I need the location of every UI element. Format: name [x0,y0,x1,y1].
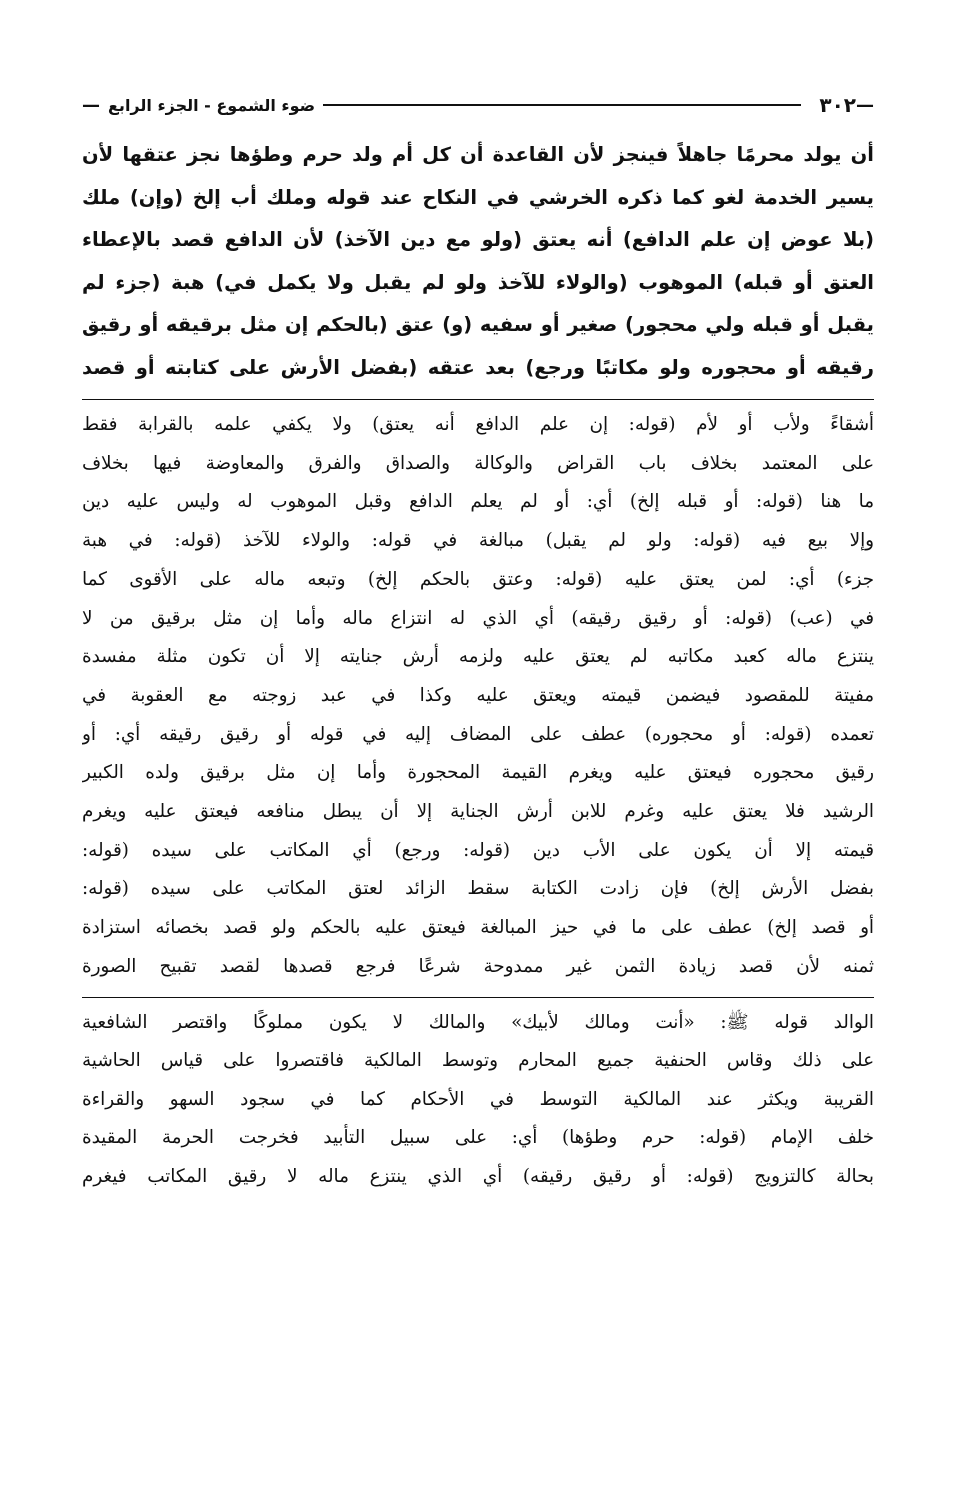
running-title: ضوء الشموع - الجزء الرابع [108,95,316,115]
footnote-line: القريبة ويكثر عند المالكية التوسط في الأحكام كما في سجود السهو والقراءة [82,1088,874,1110]
section-divider [82,399,874,400]
footnote-line: خلف الإمام (قوله: حرم وطؤها) أي: على سبيل التأبيد فخرجت الحرمة المقيدة [82,1127,874,1149]
main-text-line: العتق أو قبله) الموهوب (والولاء للآخذ ولو لم يقبل ولا يكمل في) هبة (جزء لم [82,270,874,294]
page-number: ٣٠٢ [819,93,856,117]
main-text-line: أن يولد محرمًا جاهلاً فينجز لأن القاعدة أن كل أم ولد حرم وطؤها نجز عتقها لأن [82,143,874,166]
book-page [82,88,874,1196]
main-text-line: يقبل أو قبله ولي محجور) صغير أو سفيه (و) عتق (بالحكم إن مثل برقيقه أو رقيق [82,313,874,336]
commentary-line: الرشيد فلا يعتق عليه وغرم للابن أرش الجناية إلا أن يبطل منافعه فيعتق عليه ويغرم [82,801,874,823]
main-text-block [82,134,874,389]
commentary-line: أشقاءً ولأب أو لأم (قوله: إن علم الدافع أنه يعتق) ولا يكفي علمه بالقرابة فقط [82,414,874,435]
commentary-line: في (عب) (قوله: أو رقيق رقيقه) أي الذي له انتزاع ماله وأما إن مثل برقيق من لا [82,607,874,629]
header-dash-left: — [82,94,100,116]
main-text-line: (بلا عوض إن علم الدافع) أنه يعتق (ولو مع دين الآخذ) لأن الدافع قصد بالإعطاء [82,228,874,251]
footnote-block [82,1004,874,1197]
page-header [82,88,874,122]
footnote-line: على ذلك وقاس الحنفية جميع المحارم وتوسط المالكية فاقتصروا على قياس الحاشية [82,1050,874,1072]
commentary-line: وإلا بيع فيه (قوله: ولو لم يقبل) مبالغة في قوله: والولاء للآخذ (قوله: في هبة [82,530,874,552]
commentary-line: بفضل الأرش إلخ) فإن زادت الكتابة سقط الزائد لعتق المكاتب على سيده (قوله: [82,878,874,900]
commentary-line: تعمده (قوله: أو محجوره) عطف على المضاف إليه في قوله أو رقيق رقيقه أي: أو [82,723,874,745]
commentary-line: ثمنه لأن قصد زيادة الثمن غير ممدوحة شرعًا فرجع قصدها لقصد تقبيح الصورة [82,955,874,977]
header-rule [323,104,801,106]
footnote-divider [82,997,874,998]
commentary-line: قيمته إلا أن يكون على الأب دين (قوله: ورجع) أي المكاتب على سيده (قوله: [82,839,874,861]
header-dash-right: — [856,94,874,116]
commentary-line: ما هنا (قوله: أو قبله إلخ) أي: أو لم يعلم الدافع وقبل الموهوب له وليس عليه دين [82,491,874,513]
footnote-line: الوالد قوله ﷺ: «أنت ومالك لأبيك» والمالك لا يكون مملوكًا واقتصر الشافعية [82,1011,874,1033]
commentary-line: أو قصد إلخ) عطف على ما في حيز المبالغة فيعتق عليه بالحكم ولو قصد بخصائه استزادة [82,917,874,939]
main-text-line: رقيقه أو محجوره ولو مكاتبًا ورجع) بعد عتقه (بفضل الأرش على كتابته أو قصد [82,355,874,379]
commentary-line: على المعتمد بخلاف باب القراض والوكالة والصداق والفرق والمعاوضة فيها بخلاف [82,452,874,474]
commentary-line: رقيق محجوره فيعتق عليه ويغرم القيمة المحجورة وأما إن مثل برقيق ولده الكبير [82,762,874,784]
main-text-line: يسير الخدمة لغو كما ذكره الخرشي في النكاح عند قوله وملك أب إلخ (وإن) ملك [82,185,874,209]
commentary-line: مفيتة للمقصود فيضمن قيمته ويعتق عليه وكذا في عبد زوجته مع العقوبة في [82,684,874,706]
commentary-block [82,406,874,987]
commentary-line: ينتزع ماله كعبد مكاتبه لم يعتق عليه ولزمه أرش جنايته إلا أن تكون مثلة مفسدة [82,646,874,668]
footnote-line: بحالة كالتزويج (قوله: أو رقيق رقيقه) أي الذي ينتزع ماله لا رقيق المكاتب فيغرم [82,1165,874,1187]
commentary-line: جزء) أي: لمن يعتق عليه (قوله: وعتق بالحكم إلخ) وتبعه ماله على الأقوى كما [82,568,874,590]
